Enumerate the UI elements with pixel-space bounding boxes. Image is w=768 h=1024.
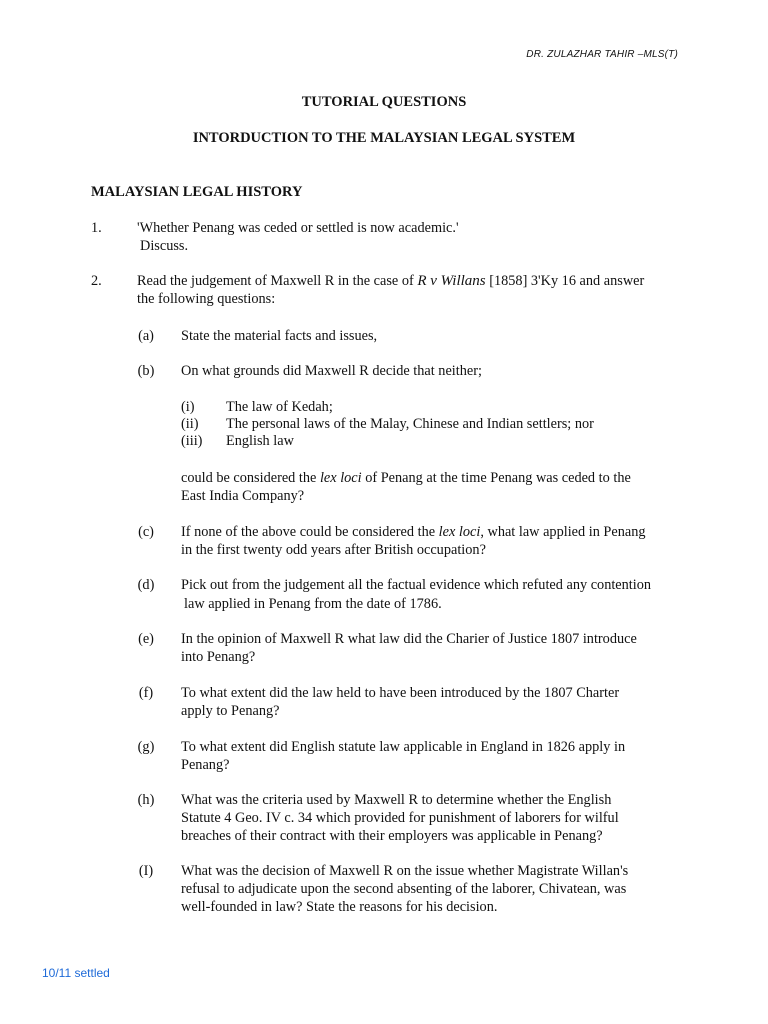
roman-item-label: (ii) [181, 416, 199, 432]
sub-question-e-text: In the opinion of Maxwell R what law did the Charier of Justice 1807 introduce [181, 631, 637, 647]
sub-question-i-text: well-founded in law? State the reasons for his decision. [181, 899, 498, 915]
sub-question-i-text: refusal to adjudicate upon the second absenting of the laborer, Chivatean, was [181, 881, 627, 897]
sub-question-b-continuation [181, 469, 701, 487]
sub-question-i-text: What was the decision of Maxwell R on the issue whether Magistrate Willan's [181, 863, 629, 879]
sub-question-e-text: into Penang? [181, 649, 256, 665]
latin-term: lex loci [438, 524, 481, 540]
sub-question-c-text: in the first twenty odd years after British occupation? [181, 542, 486, 558]
sub-question-c-text [181, 523, 701, 541]
question-number: 2. [91, 273, 102, 289]
sub-question-label: (f) [138, 685, 154, 701]
sub-question-f-text: To what extent did the law held to have been introduced by the 1807 Charter [181, 685, 620, 701]
sub-question-h-text: What was the criteria used by Maxwell R to determine whether the English [181, 792, 612, 808]
sub-question-label: (I) [138, 863, 154, 879]
question-number: 1. [91, 220, 102, 236]
sub-question-a-text: State the material facts and issues, [181, 328, 378, 344]
sub-question-f-text: apply to Penang? [181, 703, 280, 719]
sub-question-d-text: law applied in Penang from the date of 1786. [184, 596, 442, 612]
roman-item-text: The personal laws of the Malay, Chinese and Indian settlers; nor [226, 416, 594, 432]
roman-item-label: (i) [181, 399, 195, 415]
sub-question-label: (c) [138, 524, 154, 540]
sub-question-label: (d) [137, 577, 155, 593]
text-span: , what law applied in Penang [480, 524, 646, 540]
sub-question-b-continuation: East India Company? [181, 488, 305, 504]
sub-question-label: (h) [137, 792, 155, 808]
question-2-text [137, 272, 697, 290]
roman-item-label: (iii) [181, 433, 203, 449]
sub-question-h-text: breaches of their contract with their employers was applicable in Penang? [181, 828, 603, 844]
sub-question-label: (g) [137, 739, 155, 755]
question-1-text: Discuss. [140, 238, 189, 254]
section-heading: MALAYSIAN LEGAL HISTORY [91, 184, 303, 200]
latin-term: lex loci [319, 470, 362, 486]
sub-question-g-text: To what extent did English statute law applicable in England in 1826 apply in [181, 739, 626, 755]
roman-item-text: The law of Kedah; [226, 399, 333, 415]
sub-question-g-text: Penang? [181, 757, 230, 773]
page-counter-link[interactable]: 10/11 settled [42, 966, 110, 980]
document-subtitle: INTORDUCTION TO THE MALAYSIAN LEGAL SYSTEM [192, 130, 576, 146]
sub-question-b-text: On what grounds did Maxwell R decide that neither; [181, 363, 482, 379]
sub-question-h-text: Statute 4 Geo. IV c. 34 which provided for punishment of laborers for wilful [181, 810, 619, 826]
sub-question-label: (e) [138, 631, 154, 647]
text-span: could be considered the [181, 470, 320, 486]
text-span: If none of the above could be considered the [181, 524, 439, 540]
question-2-text: the following questions: [137, 291, 276, 307]
text-span: of Penang at the time Penang was ceded to the [361, 470, 631, 486]
text-span: [1858] 3'Ky 16 and answer [485, 273, 645, 289]
case-name: R v Willans [417, 273, 486, 289]
author-header: DR. ZULAZHAR TAHIR –MLS(T) [526, 49, 678, 60]
sub-question-label: (a) [138, 328, 154, 344]
roman-item-text: English law [226, 433, 294, 449]
text-span: Read the judgement of Maxwell R in the case of [137, 273, 418, 289]
sub-question-label: (b) [137, 363, 155, 379]
document-title: TUTORIAL QUESTIONS [301, 94, 467, 110]
question-1-text: 'Whether Penang was ceded or settled is now academic.' [137, 220, 459, 236]
sub-question-d-text: Pick out from the judgement all the factual evidence which refuted any contention [181, 577, 652, 593]
